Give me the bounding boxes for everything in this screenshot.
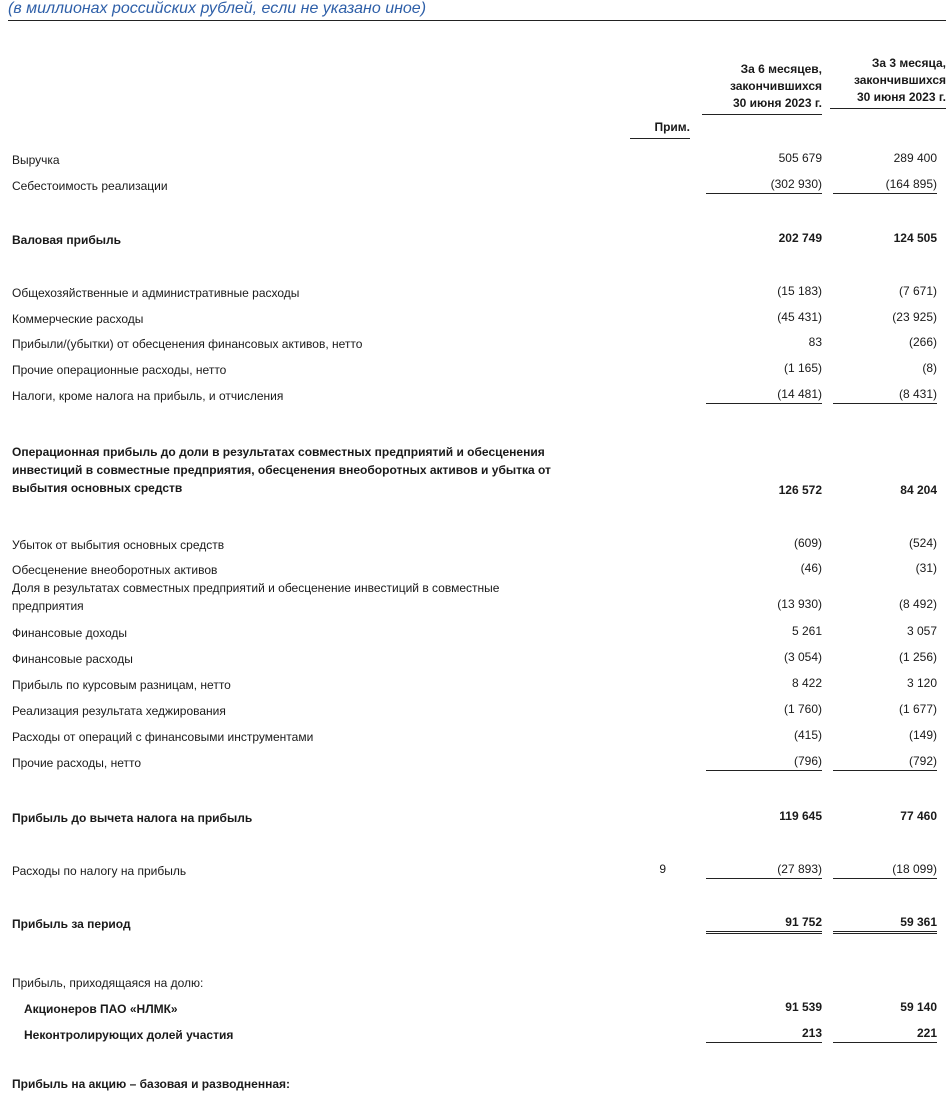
row-label: Прочие расходы, нетто (12, 756, 142, 770)
six-months-value: (14 481) (706, 387, 822, 404)
row-label: Неконтролирующих долей участия (24, 1028, 234, 1042)
three-months-value: 77 460 (900, 809, 937, 823)
row-label: Выручка (12, 153, 60, 167)
six-months-value: 213 (706, 1026, 822, 1043)
row-label-line: Операционная прибыль до доли в результатах совместных предприятий и обесценения (12, 445, 545, 459)
three-months-value: (18 099) (833, 862, 937, 879)
three-months-value: 84 204 (900, 483, 937, 497)
six-months-value: (15 183) (777, 284, 822, 298)
col1-header-line: закончившихся (729, 79, 822, 93)
three-months-value: 59 140 (900, 1000, 937, 1014)
row-label: Убыток от выбытия основных средств (12, 538, 225, 552)
col2-header-line: 30 июня 2023 г. (856, 90, 946, 104)
top-rule (8, 20, 946, 21)
row-label-line: инвестиций в совместные предприятия, обесценения внеоборотных активов и убытка от (12, 463, 551, 477)
note-column-header: Прим. (630, 119, 690, 139)
three-months-column-header (830, 55, 946, 109)
col1-header-line: За 6 месяцев, (740, 62, 822, 76)
row-label: Реализация результата хеджирования (12, 704, 226, 718)
row-label: Прибыль по курсовым разницам, нетто (12, 678, 231, 692)
row-label: Валовая прибыль (12, 233, 121, 247)
row-label: Налоги, кроме налога на прибыль, и отчисления (12, 389, 284, 403)
row-label: Расходы от операций с финансовыми инструментами (12, 730, 314, 744)
six-months-value: (1 760) (783, 702, 822, 716)
three-months-value: 124 505 (893, 231, 937, 245)
three-months-value: (8) (922, 361, 937, 375)
six-months-value: (1 165) (783, 361, 822, 375)
six-months-value: 8 422 (791, 676, 822, 690)
row-label: Прочие операционные расходы, нетто (12, 363, 227, 377)
three-months-value: (7 671) (898, 284, 937, 298)
six-months-value: 91 752 (706, 915, 822, 934)
six-months-value: (45 431) (777, 310, 822, 324)
row-label: Обесценение внеоборотных активов (12, 563, 218, 577)
three-months-value: (8 431) (833, 387, 937, 404)
row-label: Прибыль, приходящаяся на долю: (12, 976, 204, 990)
three-months-value: 3 057 (906, 624, 937, 638)
row-label: Финансовые доходы (12, 626, 128, 640)
row-label: Прибыль до вычета налога на прибыль (12, 811, 253, 825)
row-label: Финансовые расходы (12, 652, 133, 666)
row-label (12, 443, 652, 497)
six-months-value: (415) (793, 728, 822, 742)
row-label: Себестоимость реализации (12, 179, 168, 193)
three-months-value: (164 895) (833, 177, 937, 194)
six-months-value: (13 930) (777, 597, 822, 611)
row-label: Расходы по налогу на прибыль (12, 864, 187, 878)
col1-header-line: 30 июня 2023 г. (732, 96, 822, 110)
three-months-value: 59 361 (833, 915, 937, 934)
six-months-value: 505 679 (778, 151, 822, 165)
three-months-value: (1 256) (898, 650, 937, 664)
three-months-value: (23 925) (892, 310, 937, 324)
units-subtitle: (в миллионах российских рублей, если не указано иное) (8, 0, 427, 17)
six-months-value: 202 749 (778, 231, 822, 245)
row-label-line: Доля в результатах совместных предприятий и обесценение инвестиций в совместные (12, 581, 500, 595)
three-months-value: (1 677) (898, 702, 937, 716)
three-months-value: 221 (833, 1026, 937, 1043)
six-months-column-header (702, 61, 822, 115)
six-months-value: (27 893) (706, 862, 822, 879)
row-label (12, 579, 652, 615)
row-label: Общехозяйственные и административные расходы (12, 286, 300, 300)
three-months-value: 3 120 (906, 676, 937, 690)
six-months-value: 126 572 (778, 483, 822, 497)
row-label: Прибыль за период (12, 917, 131, 931)
six-months-value: (302 930) (706, 177, 822, 194)
three-months-value: 289 400 (893, 151, 937, 165)
six-months-value: 5 261 (791, 624, 822, 638)
six-months-value: (609) (793, 536, 822, 550)
six-months-value: 119 645 (779, 809, 822, 823)
six-months-value: 91 539 (785, 1000, 822, 1014)
three-months-value: (266) (908, 335, 937, 349)
row-label-line: предприятия (12, 599, 84, 613)
three-months-value: (524) (908, 536, 937, 550)
row-label: Коммерческие расходы (12, 312, 144, 326)
three-months-value: (8 492) (898, 597, 937, 611)
note-reference: 9 (659, 862, 666, 876)
three-months-value: (149) (908, 728, 937, 742)
row-label-line: выбытия основных средств (12, 481, 183, 495)
six-months-value: (796) (706, 754, 822, 771)
row-label: Прибыли/(убытки) от обесценения финансовых активов, нетто (12, 337, 363, 351)
six-months-value: (46) (800, 561, 822, 575)
six-months-value: (3 054) (783, 650, 822, 664)
row-label: Акционеров ПАО «НЛМК» (24, 1002, 178, 1016)
three-months-value: (31) (915, 561, 937, 575)
col2-header-line: закончившихся (853, 73, 946, 87)
col2-header-line: За 3 месяца, (871, 56, 946, 70)
three-months-value: (792) (833, 754, 937, 771)
row-label: Прибыль на акцию – базовая и разводненная: (12, 1077, 290, 1091)
six-months-value: 83 (808, 335, 822, 349)
